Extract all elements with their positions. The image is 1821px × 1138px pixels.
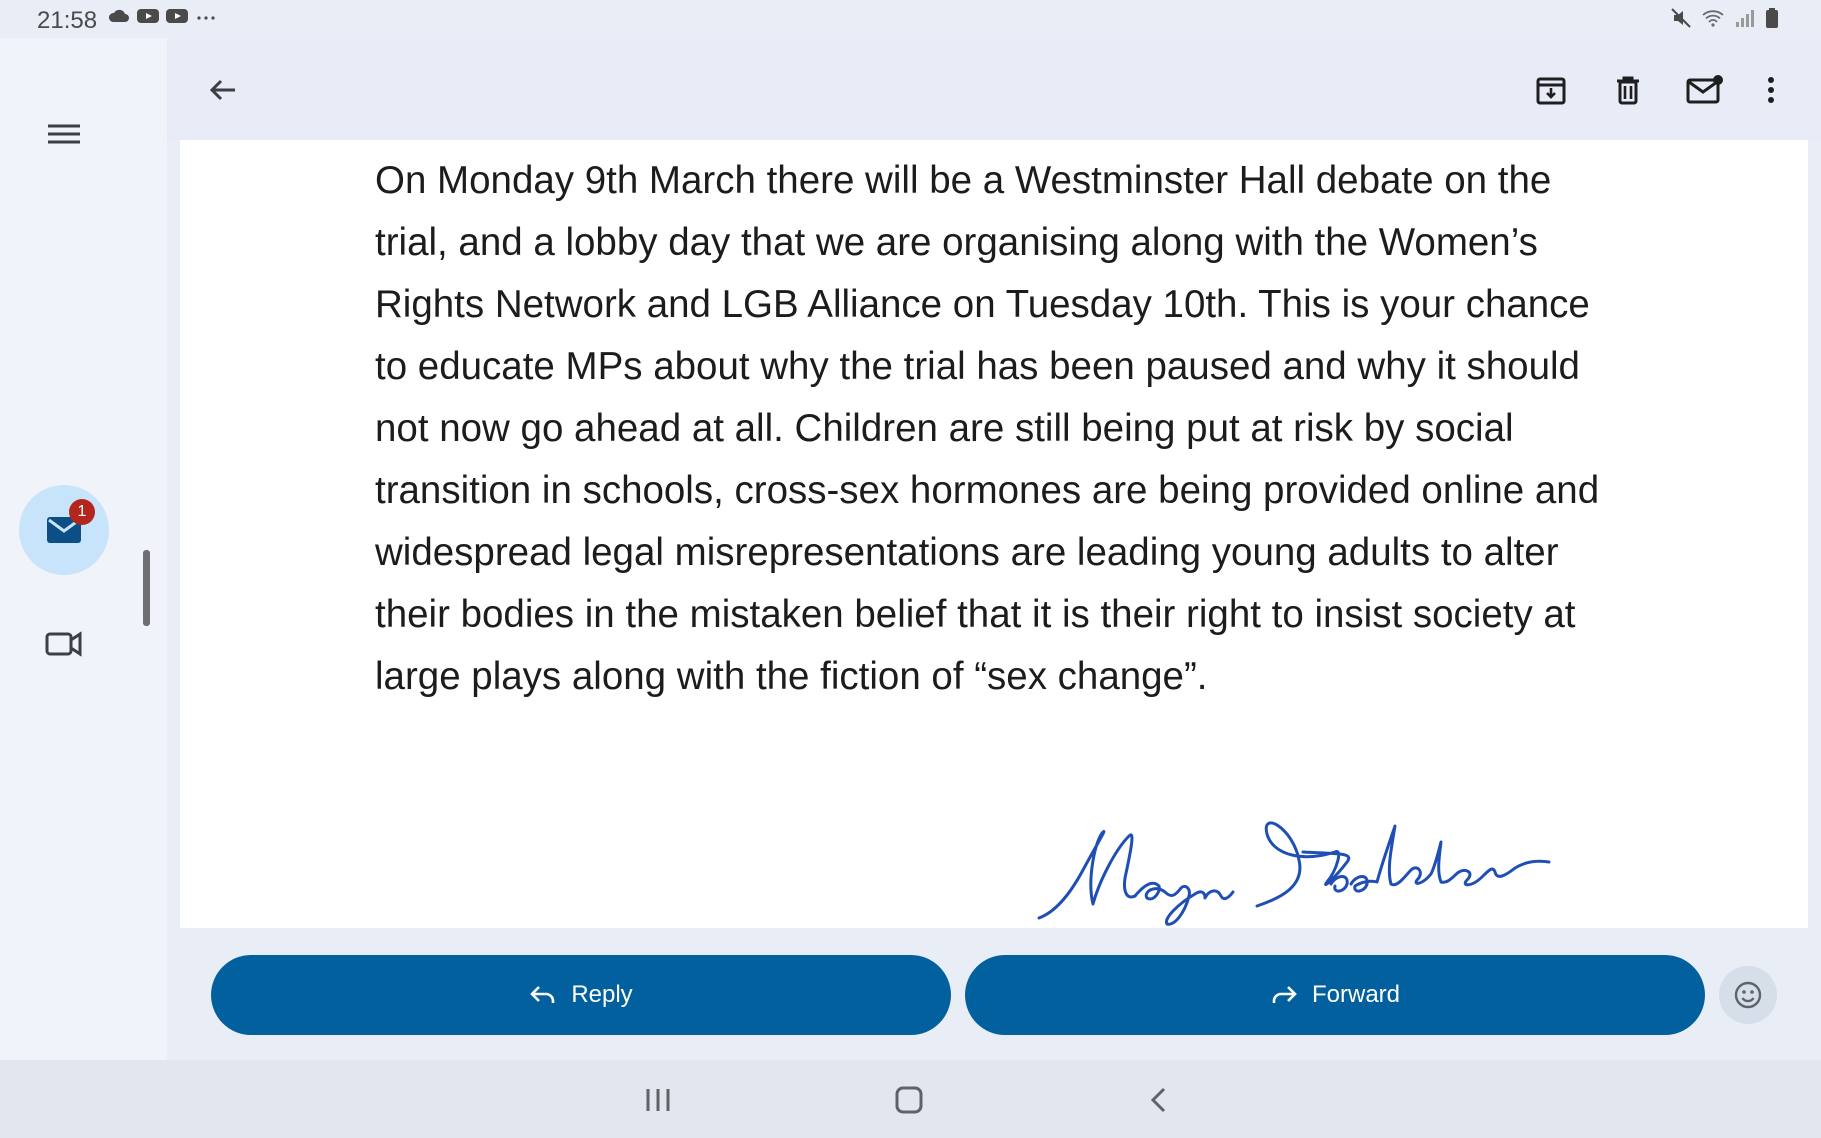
menu-button[interactable]: [40, 116, 88, 152]
delete-button[interactable]: [1606, 68, 1650, 112]
home-icon: [894, 1085, 924, 1115]
archive-button[interactable]: [1529, 68, 1573, 112]
message-toolbar: [167, 38, 1821, 140]
more-dots-icon: [195, 8, 217, 24]
wifi-icon: [1701, 8, 1725, 28]
unread-badge: 1: [69, 499, 95, 525]
status-time: 21:58: [37, 7, 98, 34]
nav-back-icon: [1148, 1085, 1168, 1115]
message-content: [180, 140, 1808, 928]
youtube-icon: [166, 8, 188, 24]
emoji-icon: [1733, 980, 1763, 1010]
more-vert-icon: [1765, 74, 1777, 106]
mute-icon: [1671, 8, 1691, 28]
status-left-icons: [108, 8, 217, 24]
nav-back-button[interactable]: [1133, 1080, 1183, 1120]
recents-icon: [643, 1087, 673, 1113]
meet-nav-button[interactable]: [44, 626, 84, 662]
status-bar: [0, 0, 1821, 38]
menu-icon: [40, 116, 88, 152]
mark-unread-icon: [1686, 74, 1724, 106]
forward-button[interactable]: [965, 955, 1705, 1035]
signature-image: [1035, 800, 1555, 928]
emoji-reaction-button[interactable]: [1719, 966, 1777, 1024]
battery-icon: [1765, 8, 1779, 28]
more-options-button[interactable]: [1749, 68, 1793, 112]
video-icon: [44, 626, 84, 662]
cloud-icon: [108, 8, 130, 24]
reply-button[interactable]: [211, 955, 951, 1035]
reply-icon: [529, 983, 557, 1007]
status-right-icons: [1671, 8, 1779, 28]
signal-icon: [1735, 8, 1755, 28]
home-button[interactable]: [884, 1080, 934, 1120]
back-button[interactable]: [201, 68, 245, 112]
scroll-handle[interactable]: [143, 550, 150, 626]
forward-icon: [1270, 983, 1298, 1007]
reply-label: Reply: [571, 981, 633, 1008]
mark-unread-button[interactable]: [1683, 68, 1727, 112]
mail-nav-button[interactable]: [19, 485, 109, 575]
forward-label: Forward: [1311, 981, 1401, 1008]
system-nav-bar: [0, 1060, 1821, 1138]
navigation-rail: [0, 38, 167, 1060]
archive-icon: [1535, 74, 1567, 106]
recents-button[interactable]: [633, 1080, 683, 1120]
back-arrow-icon: [207, 74, 239, 106]
youtube-icon: [137, 8, 159, 24]
message-body: On Monday 9th March there will be a Westminster Hall debate on the trial, and a lobby day that we are organising along with the Women’s Rights Network and LGB Alliance on Tuesday 10th. This is your chance to educate MPs about why the trial has been paused and why it should not now go ahead at all. Children are still being put at risk by social transition in schools, cross-sex hormones are being provided online and widespread legal misrepresentations are leading young adults to alter their bodies in the mistaken belief that it is their right to insist society at large plays along with the fiction of “sex change”.: [375, 159, 1600, 698]
delete-icon: [1612, 74, 1644, 106]
